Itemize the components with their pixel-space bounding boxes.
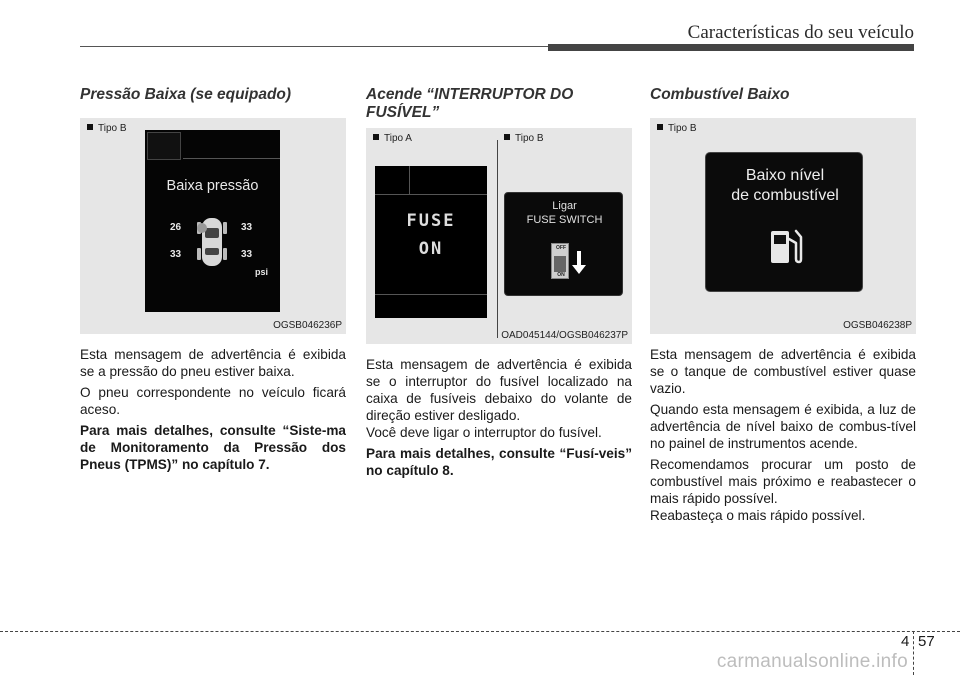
cluster-screen-b (504, 192, 623, 296)
section-body (80, 346, 346, 473)
figure-code: OGSB046236P (273, 320, 342, 331)
figure-label-b: Tipo B (504, 133, 544, 144)
screen-line-1: Ligar (552, 200, 577, 212)
section-body (366, 356, 632, 479)
reference-note: Para mais detalhes, consulte “Siste-ma de Monitoramento da Pressão dos Pneus (TPMS)” no capítulo 7. (80, 423, 346, 472)
footer-rule (0, 631, 960, 632)
section-title: Pressão Baixa (se equipado) (80, 86, 292, 103)
tire-pressure-rr: 33 (241, 249, 253, 260)
paragraph: Esta mensagem de advertência é exibida se o interruptor do fusível localizado na caixa de fusíveis debaixo do volante de direção estiver desligado. (366, 357, 632, 423)
screen-title: Baixa pressão (166, 178, 259, 194)
fuse-switch-icon: OFF ON (551, 243, 569, 279)
paragraph: Você deve ligar o interruptor do fusível. (366, 425, 602, 440)
figure-divider (497, 140, 498, 338)
figure-label: Tipo B (657, 123, 697, 134)
paragraph: O pneu correspondente no veículo ficará aceso. (80, 385, 346, 417)
page-header-title: Características do seu veículo (687, 22, 914, 43)
screen-line-2: FUSE SWITCH (526, 214, 603, 226)
section-title: Combustível Baixo (650, 86, 790, 103)
figure-low-pressure (80, 118, 346, 334)
fuse-on-text: ON (418, 239, 444, 259)
figure-fuse-switch (366, 128, 632, 344)
watermark: carmanualsonline.info (716, 651, 908, 672)
paragraph: Esta mensagem de advertência é exibida se o tanque de combustível estiver quase vazio. (650, 347, 916, 396)
figure-low-fuel (650, 118, 916, 334)
tire-pressure-fr: 33 (241, 222, 253, 233)
paragraph: Esta mensagem de advertência é exibida se a pressão do pneu estiver baixa. (80, 347, 346, 379)
paragraph: Reabasteça o mais rápido possível. (650, 508, 866, 523)
cluster-screen-a (375, 166, 487, 318)
figure-label-a: Tipo A (373, 133, 412, 144)
section-low-pressure (80, 86, 346, 477)
chapter-number: 4 (901, 633, 910, 650)
figure-code: OGSB046238P (843, 320, 912, 331)
arrow-down-icon (577, 251, 581, 267)
figure-code: OAD045144/OGSB046237P (501, 330, 628, 341)
fuel-pump-icon (769, 227, 803, 265)
cluster-screen (705, 152, 863, 292)
tire-pressure-rl: 33 (170, 249, 182, 260)
page-number-separator (913, 631, 914, 675)
figure-label: Tipo B (87, 123, 127, 134)
screen-line-1: Baixo nível (745, 167, 825, 184)
reference-note: Para mais detalhes, consulte “Fusí-veis” no capítulo 8. (366, 446, 632, 478)
paragraph: Quando esta mensagem é exibida, a luz de advertência de nível baixo de combus-tível no painel de instrumentos acende. (650, 402, 916, 451)
page-number: 57 (918, 633, 935, 650)
screen-line-2: de combustível (731, 187, 839, 204)
cluster-screen (145, 130, 280, 312)
section-low-fuel (650, 86, 916, 528)
section-title: Acende “INTERRUPTOR DO FUSÍVEL” (366, 86, 574, 121)
fuse-text: FUSE (406, 211, 456, 231)
car-tire-icon (197, 216, 227, 268)
section-body (650, 346, 916, 524)
paragraph: Recomendamos procurar um posto de combustível mais próximo e reabastecer o mais rápido possível. (650, 457, 916, 506)
tire-pressure-fl: 26 (170, 222, 182, 233)
section-fuse-switch (366, 86, 632, 483)
header-bar (548, 44, 914, 51)
pressure-unit: psi (255, 267, 269, 277)
